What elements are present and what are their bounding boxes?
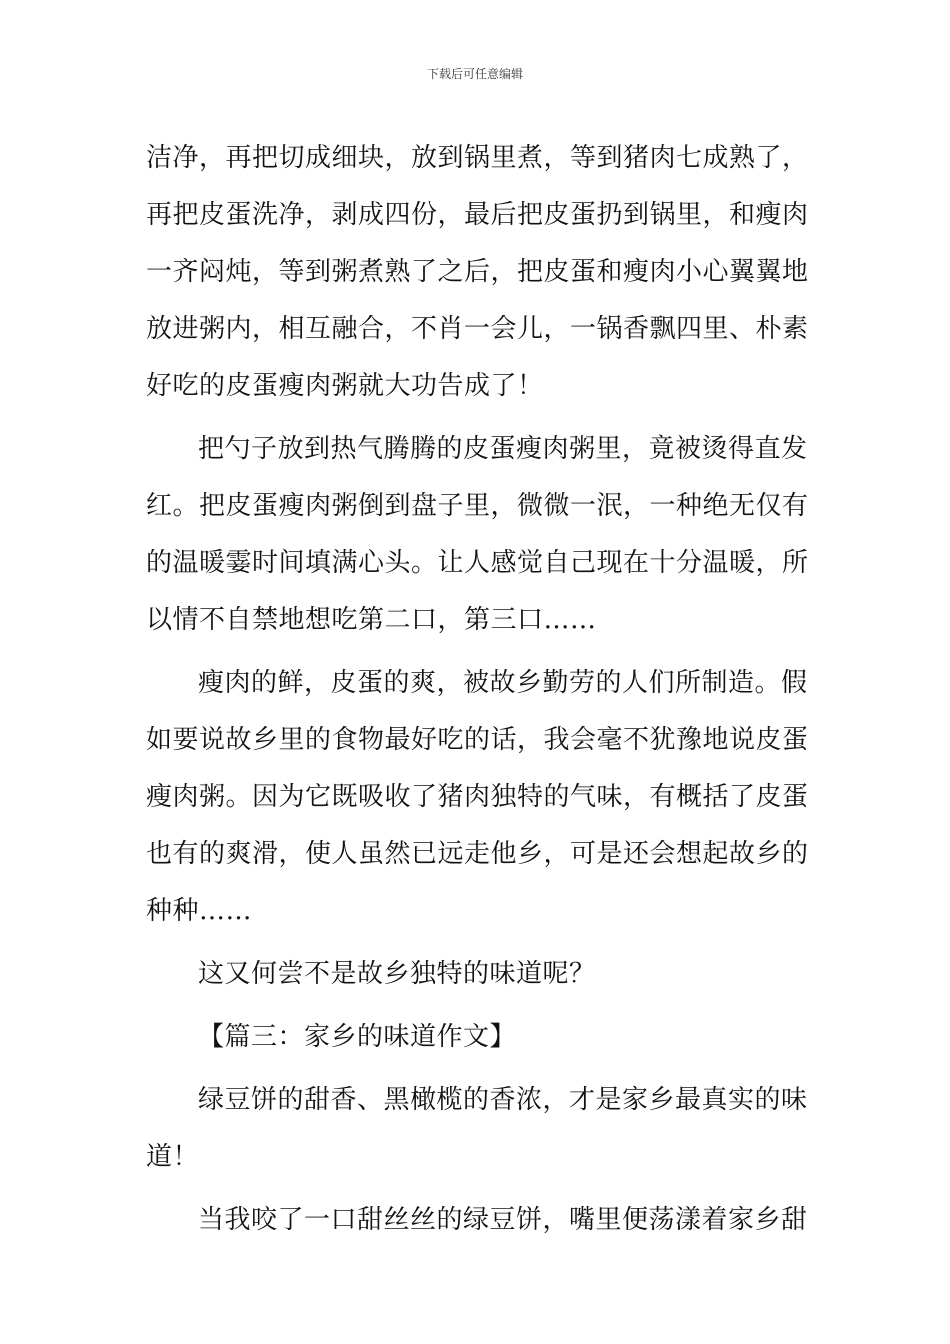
text-line: 瘦肉的鲜，皮蛋的爽，被故乡勤劳的人们所制造。假 xyxy=(198,668,808,698)
text-line: 道！ xyxy=(146,1142,200,1172)
text-line: 这又何尝不是故乡独特的味道呢？ xyxy=(198,959,596,989)
text-line: 的温暖霎时间填满心头。让人感觉自己现在十分温暖，所 xyxy=(146,548,809,578)
text-line: 红。把皮蛋瘦肉粥倒到盘子里，微微一泯，一种绝无仅有 xyxy=(146,491,809,521)
text-line: 好吃的皮蛋瘦肉粥就大功告成了！ xyxy=(146,371,544,401)
text-line: 以情不自禁地想吃第二口，第三口…… xyxy=(146,605,597,635)
text-line: 【篇三：家乡的味道作文】 xyxy=(198,1022,517,1052)
text-line: 绿豆饼的甜香、黑橄榄的香浓，才是家乡最真实的味 xyxy=(198,1085,808,1115)
text-line: 当我咬了一口甜丝丝的绿豆饼，嘴里便荡漾着家乡甜 xyxy=(198,1205,808,1235)
text-line: 一齐闷炖，等到粥煮熟了之后，把皮蛋和瘦肉小心翼翼地 xyxy=(146,257,809,287)
section-heading xyxy=(146,1009,806,1066)
text-line: 再把皮蛋洗净，剥成四份，最后把皮蛋扔到锅里，和瘦肉 xyxy=(146,200,809,230)
text-line: 种种…… xyxy=(146,896,253,926)
paragraph xyxy=(146,130,809,415)
paragraph xyxy=(146,1072,806,1186)
text-line: 放进粥内，相互融合，不肖一会儿，一锅香飘四里、朴素 xyxy=(146,314,809,344)
text-line: 也有的爽滑，使人虽然已远走他乡，可是还会想起故乡的 xyxy=(146,839,809,869)
paragraph xyxy=(146,1192,806,1249)
text-line: 洁净，再把切成细块，放到锅里煮，等到猪肉七成熟了， xyxy=(146,143,809,173)
document-body xyxy=(146,130,809,1249)
paragraph xyxy=(146,946,806,1003)
paragraph xyxy=(146,655,809,940)
paragraph xyxy=(146,421,809,649)
text-line: 如要说故乡里的食物最好吃的话，我会毫不犹豫地说皮蛋 xyxy=(146,725,809,755)
page-header: 下载后可任意编辑 xyxy=(426,67,523,81)
text-line: 瘦肉粥。因为它既吸收了猪肉独特的气味，有概括了皮蛋 xyxy=(146,782,809,812)
text-line: 把勺子放到热气腾腾的皮蛋瘦肉粥里，竟被烫得直发 xyxy=(198,434,808,464)
